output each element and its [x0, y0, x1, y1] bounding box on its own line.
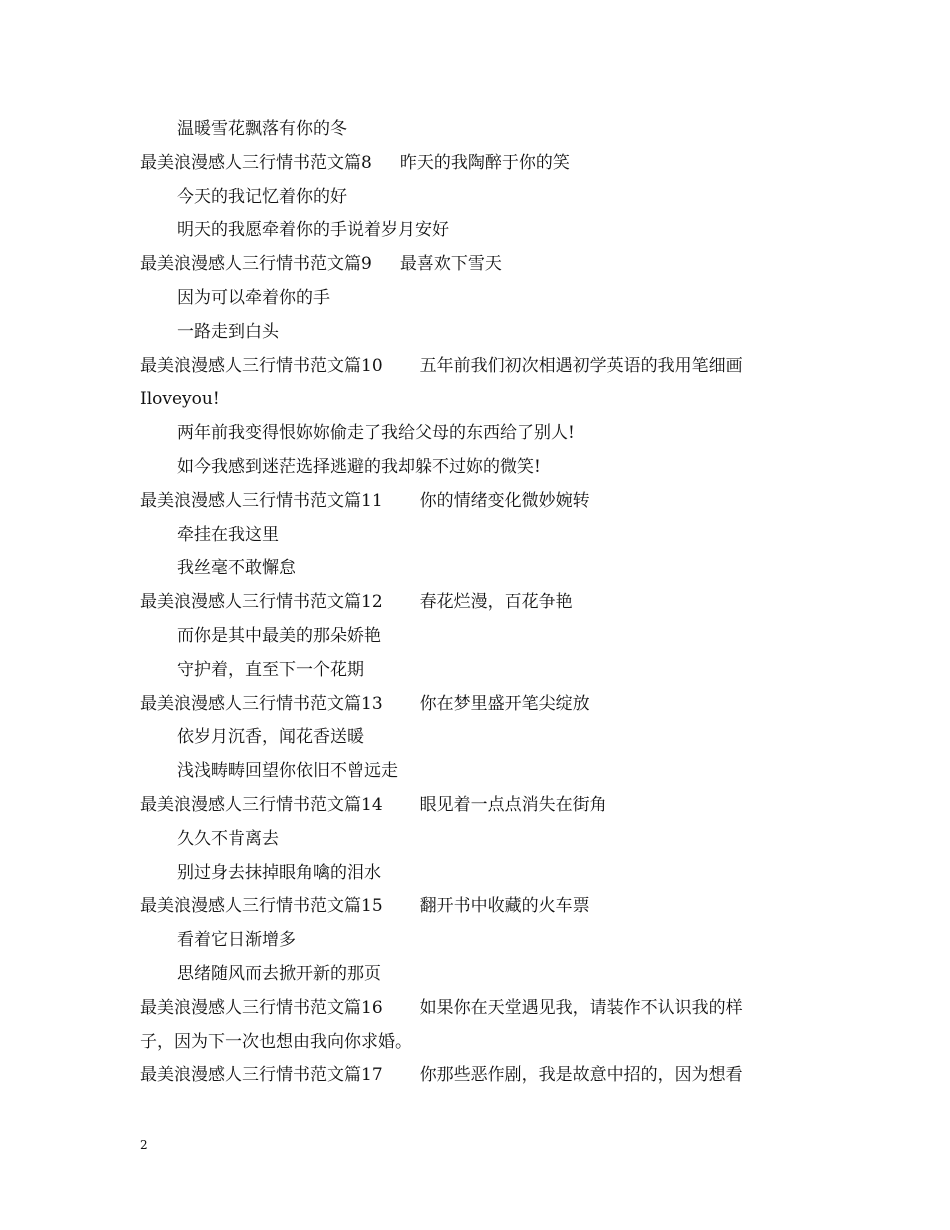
- verse-first-line: 你的情绪变化微妙婉转: [419, 490, 590, 511]
- document-body: [140, 113, 815, 1093]
- section-title: 最美浪漫感人三行情书范文篇16: [140, 997, 383, 1018]
- section-heading-line: [140, 147, 815, 181]
- section-title: 最美浪漫感人三行情书范文篇17: [140, 1065, 383, 1086]
- verse-line: 如今我感到迷茫选择逃避的我却躲不过妳的微笑!: [177, 456, 541, 477]
- section-title: 最美浪漫感人三行情书范文篇12: [140, 592, 383, 613]
- continuation-line: 子，因为下一次也想由我向你求婚。: [140, 1031, 412, 1052]
- section-title: 最美浪漫感人三行情书范文篇10: [140, 355, 383, 376]
- verse-first-line: 你在梦里盛开笔尖绽放: [419, 693, 590, 714]
- section-title: 最美浪漫感人三行情书范文篇9: [140, 254, 372, 275]
- verse-line: 牵挂在我这里: [177, 524, 279, 545]
- section-heading-line: [140, 688, 815, 722]
- section-title: 最美浪漫感人三行情书范文篇15: [140, 896, 383, 917]
- verse-line: 守护着，直至下一个花期: [177, 659, 364, 680]
- section-heading-line: [140, 1059, 815, 1093]
- section-heading-line: [140, 350, 815, 384]
- verse-first-line: 昨天的我陶醉于你的笑: [399, 152, 570, 173]
- section-heading-line: [140, 248, 815, 282]
- section-title: 最美浪漫感人三行情书范文篇11: [140, 490, 383, 511]
- section-heading-line: [140, 890, 815, 924]
- verse-line: 思绪随风而去掀开新的那页: [177, 963, 381, 984]
- verse-line: 而你是其中最美的那朵娇艳: [177, 625, 381, 646]
- verse-line: 我丝毫不敢懈怠: [177, 558, 296, 579]
- verse-line: 浅浅畴畴回望你依旧不曾远走: [177, 761, 398, 782]
- section-title: 最美浪漫感人三行情书范文篇8: [140, 152, 372, 173]
- verse-line: 依岁月沉香，闻花香送暖: [177, 727, 364, 748]
- verse-first-line: 最喜欢下雪天: [399, 254, 502, 275]
- verse-first-line: 春花烂漫，百花争艳: [419, 592, 573, 613]
- verse-line: 明天的我愿牵着你的手说着岁月安好: [177, 220, 449, 241]
- section-heading-line: [140, 586, 815, 620]
- verse-line: 两年前我变得恨妳妳偷走了我给父母的东西给了别人!: [177, 423, 575, 444]
- verse-line: 今天的我记忆着你的好: [177, 186, 347, 207]
- verse-first-line: 你那些恶作剧，我是故意中招的，因为想看: [419, 1065, 743, 1086]
- section-heading-line: [140, 992, 815, 1026]
- section-heading-line: [140, 789, 815, 823]
- page-number: 2: [140, 1138, 148, 1152]
- section-title: 最美浪漫感人三行情书范文篇14: [140, 794, 383, 815]
- verse-line: 久久不肯离去: [177, 828, 279, 849]
- verse-line: 看着它日渐增多: [177, 930, 296, 951]
- verse-line: 一路走到白头: [177, 321, 279, 342]
- section-title: 最美浪漫感人三行情书范文篇13: [140, 693, 383, 714]
- verse-line: 别过身去抹掉眼角噙的泪水: [177, 862, 381, 883]
- verse-first-line: 五年前我们初次相遇初学英语的我用笔细画: [419, 355, 743, 376]
- verse-line: 因为可以牵着你的手: [177, 287, 330, 308]
- verse-first-line: 翻开书中收藏的火车票: [419, 896, 590, 917]
- verse-first-line: 如果你在天堂遇见我，请装作不认识我的样: [419, 997, 743, 1018]
- section-heading-line: [140, 485, 815, 519]
- verse-first-line: 眼见着一点点消失在街角: [419, 794, 607, 815]
- continuation-line: Iloveyou!: [140, 389, 220, 410]
- verse-line: 温暖雪花飘落有你的冬: [177, 119, 347, 139]
